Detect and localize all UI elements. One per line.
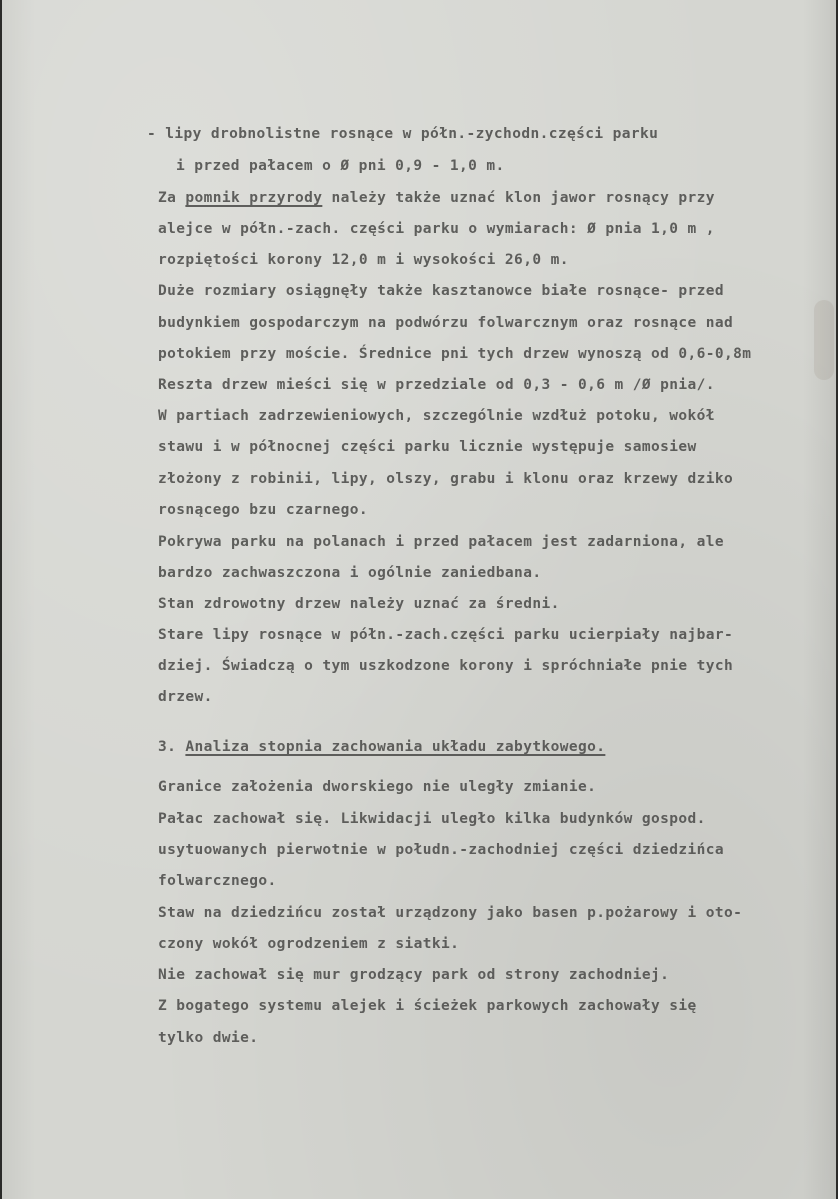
text-line: Staw na dziedzińcu został urządzony jako basen p.pożarowy i oto- <box>158 905 743 921</box>
underlined-term: pomnik przyrody <box>185 190 323 206</box>
text-line: rosnącego bzu czarnego. <box>158 502 368 518</box>
section-title: Analiza stopnia zachowania układu zabytkowego. <box>185 739 606 755</box>
text-line: Granice założenia dworskiego nie uległy zmianie. <box>158 779 597 795</box>
text-line: dziej. Świadczą o tym uszkodzone korony i spróchniałe pnie tych <box>158 658 734 674</box>
text-fragment: Za <box>158 190 186 206</box>
text-fragment: należy także uznać klon jawor rosnący przy <box>322 190 715 206</box>
section-number: 3. <box>158 739 186 755</box>
text-line: Reszta drzew mieści się w przedziale od 0,3 - 0,6 m /Ø pnia/. <box>158 377 715 393</box>
text-line: Duże rozmiary osiągnęły także kasztanowce białe rosnące- przed <box>158 283 725 299</box>
text-line: drzew. <box>158 689 213 705</box>
text-line: alejce w półn.-zach. części parku o wymiarach: Ø pnia 1,0 m , <box>158 221 715 237</box>
text-line: W partiach zadrzewieniowych, szczególnie wzdłuż potoku, wokół <box>158 408 715 424</box>
text-line: budynkiem gospodarczym na podwórzu folwarcznym oraz rosnące nad <box>158 315 734 331</box>
paper-stain <box>814 300 834 380</box>
text-line: potokiem przy moście. Średnice pni tych drzew wynoszą od 0,6-0,8m <box>158 346 752 362</box>
text-line: Stan zdrowotny drzew należy uznać za średni. <box>158 596 560 612</box>
text-line: złożony z robinii, lipy, olszy, grabu i klonu oraz krzewy dziko <box>158 471 734 487</box>
text-line: Z bogatego systemu alejek i ścieżek parkowych zachowały się <box>158 998 697 1014</box>
text-line: bardzo zachwaszczona i ogólnie zaniedbana. <box>158 565 542 581</box>
text-line: Stare lipy rosnące w półn.-zach.części parku ucierpiały najbar- <box>158 627 734 643</box>
text-line: usytuowanych pierwotnie w połudn.-zachodniej części dziedzińca <box>158 842 725 858</box>
section-heading <box>158 738 605 756</box>
text-line: Pałac zachował się. Likwidacji uległo kilka budynków gospod. <box>158 811 706 827</box>
text-line: rozpiętości korony 12,0 m i wysokości 26,0 m. <box>158 252 569 268</box>
text-line: stawu i w północnej części parku licznie występuje samosiew <box>158 439 697 455</box>
text-line: Nie zachował się mur grodzący park od strony zachodniej. <box>158 967 670 983</box>
text-line: i przed pałacem o Ø pni 0,9 - 1,0 m. <box>176 158 505 174</box>
text-line: Pokrywa parku na polanach i przed pałacem jest zadarniona, ale <box>158 534 725 550</box>
text-line: folwarcznego. <box>158 873 277 889</box>
text-line: czony wokół ogrodzeniem z siatki. <box>158 936 460 952</box>
text-line: tylko dwie. <box>158 1030 259 1046</box>
text-line <box>158 189 715 207</box>
text-line: - lipy drobnolistne rosnące w półn.-zychodn.części parku <box>147 126 659 142</box>
